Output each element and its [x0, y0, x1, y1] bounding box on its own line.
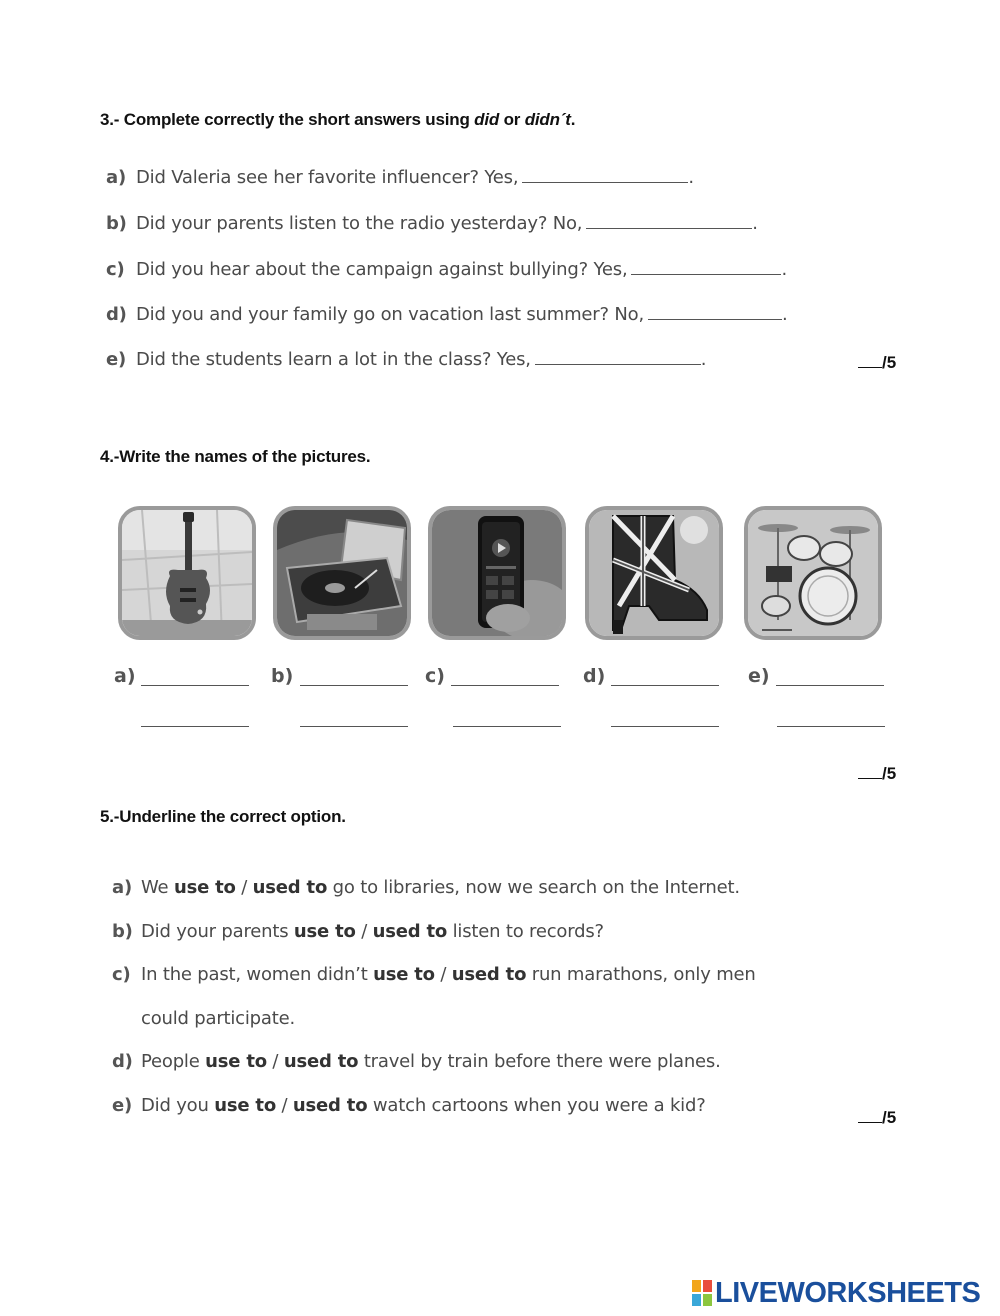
answer-line-d-1[interactable]	[611, 685, 719, 686]
smartphone-music-app-icon	[432, 510, 562, 636]
option-used-to[interactable]: used to	[372, 921, 448, 942]
answer-line-c-1[interactable]	[451, 685, 559, 686]
record-player-icon	[277, 510, 407, 636]
answer-blank[interactable]	[631, 256, 781, 275]
question-5a: a) We use to / used to go to libraries, now we search on the Internet.	[112, 877, 740, 898]
picture-b	[273, 506, 411, 640]
section-3-heading: 3.- Complete correctly the short answers using did or didn´t.	[100, 110, 576, 129]
option-use-to[interactable]: use to	[214, 1095, 276, 1116]
picture-a-label: a)	[114, 665, 136, 687]
union-jack-boot-icon	[589, 510, 719, 636]
question-5c: c) In the past, women didn’t use to / used to run marathons, only men	[112, 964, 756, 985]
question-5d: d) People use to / used to travel by train before there were planes.	[112, 1051, 721, 1072]
electric-guitar-icon	[122, 510, 252, 636]
picture-b-label: b)	[271, 665, 294, 687]
question-5c-continuation: could participate.	[141, 1008, 295, 1029]
picture-d	[585, 506, 723, 640]
question-3a: a) Did Valeria see her favorite influencer? Yes, .	[106, 164, 694, 188]
answer-blank[interactable]	[522, 164, 688, 183]
question-3c: c) Did you hear about the campaign against bullying? Yes, .	[106, 256, 787, 280]
option-used-to[interactable]: used to	[292, 1095, 368, 1116]
answer-line-e-1[interactable]	[776, 685, 884, 686]
section-3-score: /5	[858, 353, 896, 373]
question-3d: d) Did you and your family go on vacation last summer? No, .	[106, 301, 788, 325]
answer-line-c-2[interactable]	[453, 726, 561, 727]
answer-blank[interactable]	[586, 210, 752, 229]
drum-kit-icon	[748, 510, 878, 636]
answer-line-b-1[interactable]	[300, 685, 408, 686]
section-4-heading: 4.-Write the names of the pictures.	[100, 447, 371, 466]
picture-c	[428, 506, 566, 640]
question-3b: b) Did your parents listen to the radio yesterday? No, .	[106, 210, 758, 234]
section-5-heading: 5.-Underline the correct option.	[100, 807, 346, 826]
option-use-to[interactable]: use to	[173, 877, 236, 898]
picture-a	[118, 506, 256, 640]
picture-e	[744, 506, 882, 640]
answer-line-a-2[interactable]	[141, 726, 249, 727]
liveworksheets-logo: LIVEWORKSHEETS	[692, 1276, 992, 1310]
picture-c-label: c)	[425, 665, 445, 687]
liveworksheets-mark-icon	[692, 1280, 712, 1306]
answer-blank[interactable]	[648, 301, 782, 320]
question-5b: b) Did your parents use to / used to listen to records?	[112, 921, 604, 942]
answer-line-a-1[interactable]	[141, 685, 249, 686]
answer-line-b-2[interactable]	[300, 726, 408, 727]
option-used-to[interactable]: used to	[451, 964, 527, 985]
question-3e: e) Did the students learn a lot in the class? Yes, .	[106, 346, 706, 370]
answer-line-e-2[interactable]	[777, 726, 885, 727]
option-used-to[interactable]: used to	[283, 1051, 359, 1072]
section-4-score: /5	[858, 764, 896, 784]
answer-line-d-2[interactable]	[611, 726, 719, 727]
picture-d-label: d)	[583, 665, 606, 687]
picture-e-label: e)	[748, 665, 770, 687]
option-used-to[interactable]: used to	[252, 877, 328, 898]
answer-blank[interactable]	[535, 346, 701, 365]
question-5e: e) Did you use to / used to watch cartoons when you were a kid?	[112, 1095, 706, 1116]
option-use-to[interactable]: use to	[205, 1051, 267, 1072]
section-5-score: /5	[858, 1108, 896, 1128]
option-use-to[interactable]: use to	[373, 964, 435, 985]
option-use-to[interactable]: use to	[293, 921, 356, 942]
